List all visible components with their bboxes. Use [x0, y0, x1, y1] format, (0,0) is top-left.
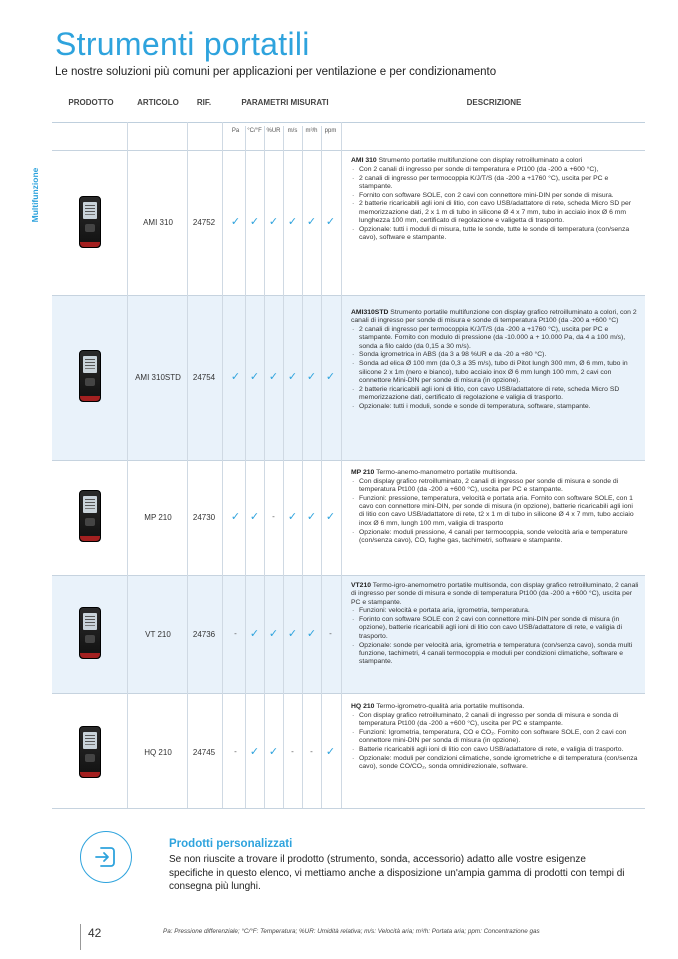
page-title: Strumenti portatili [55, 26, 310, 62]
desc-lead: Termo-anemo-manometro portatile multisonda. [374, 469, 518, 476]
product-image [79, 196, 101, 248]
desc-bullet: · Forinto con software SOLE con 2 cavi con connettore mini-DIN per sonde di misura (in opzione), batterie ricaricabili agli ioni di litio con cavo USB/adattatore di rete, e valigia di trasporto. [351, 616, 640, 641]
rif-cell: 24745 [192, 748, 216, 757]
desc-bullet: · Funzioni: velocità e portata aria, igrometria, temperatura. [351, 607, 640, 615]
desc-model: AMI 310 [351, 157, 377, 164]
description-cell [351, 469, 640, 545]
rif-cell: 24754 [192, 373, 216, 382]
param-mark: ✓ [287, 628, 298, 640]
description-cell [351, 703, 640, 771]
desc-model: MP 210 [351, 469, 375, 476]
param-mark: ✓ [325, 216, 336, 228]
unit-ms: m/s [287, 128, 298, 134]
product-image [79, 350, 101, 402]
articolo-cell: VT 210 [145, 630, 171, 639]
description-cell [351, 582, 640, 666]
header-descrizione: DESCRIZIONE [466, 98, 522, 107]
header-divider [52, 122, 645, 123]
param-mark: ✓ [306, 511, 317, 523]
articolo-cell: MP 210 [144, 513, 172, 522]
custom-products-title: Prodotti personalizzati [169, 838, 293, 850]
desc-lead: Termo-igro-anemometro portatile multisonda, con display grafico retroilluminato, 2 canali di ingresso per sonde di misura e sonde di temperatura Pt100 (da -200 a +600 °C), uscita per PC e stampante. [351, 582, 639, 606]
column-divider [341, 122, 342, 808]
desc-model: VT210 [351, 582, 372, 589]
param-mark: ✓ [325, 511, 336, 523]
product-image [79, 726, 101, 778]
rif-cell: 24736 [192, 630, 216, 639]
desc-bullet: · Funzioni: Igrometria, temperatura, CO e CO₂. Fornito con software SOLE, con 2 cavi con connettore mini-DIN per sonda di misura (in opzione). [351, 729, 640, 746]
page-subtitle: Le nostre soluzioni più comuni per applicazioni per ventilazione e per condizionamento [55, 66, 497, 78]
side-label-text: Multifunzione [30, 167, 40, 223]
login-arrow-icon [81, 832, 131, 882]
param-mark: ✓ [249, 371, 260, 383]
desc-lead: Strumento portatile multifunzione con display grafico retroilluminato a colori, con 2 canali di ingresso per sonde di misura e sonde di temperatura Pt100 (da -200 a +600 °C) [351, 309, 637, 325]
column-divider [127, 122, 128, 808]
column-divider [264, 126, 265, 808]
desc-bullet: · Opzionale: moduli per condizioni climatiche, sonde igrometriche e di temperatura (con/senza cavo), sonde CO/CO₂, sonda omnidirezionale, software. [351, 755, 640, 772]
desc-bullet: · Opzionale: sonde per velocità aria, igrometria e temperatura (con/senza cavo), sonda multi funzione, tachimetri, 4 canali termocoppia e moduli per condizioni climatiche, software e stampante. [351, 642, 640, 667]
param-mark: ✓ [287, 371, 298, 383]
unit-ppm: ppm [324, 128, 337, 134]
param-mark: ✓ [306, 371, 317, 383]
product-image [79, 490, 101, 542]
param-mark: - [291, 747, 294, 756]
units-legend: Pa: Pressione differenziale; °C/°F: Temperatura; %UR: Umidità relativa; m/s: Velocità aria; m³/h: Portata aria; ppm: Concentrazione gas [163, 928, 540, 935]
unit-m3h: m³/h [305, 128, 318, 134]
desc-bullet: · Sonda ad elica Ø 100 mm (da 0,3 a 35 m/s), tubo di Pitot lungh 300 mm, Ø 6 mm, tubo in silicone 2 x 1m (nero e bianco), tubo acciaio inox Ø 6 mm lungh 100 mm, 2 cavi con connettore Mini-DIN per sonde di misura (in opzione). [351, 360, 640, 385]
desc-model: AMI310STD [351, 309, 389, 316]
column-divider [245, 126, 246, 808]
page-number: 42 [88, 926, 102, 940]
rif-cell: 24752 [192, 218, 216, 227]
desc-bullet: · 2 canali di ingresso per termocoppia K/J/T/S (da -200 a +1760 °C), uscita per PC e stampante. [351, 175, 640, 192]
desc-bullet: · Opzionale: tutti i moduli di misura, tutte le sonde, tutte le sonde di temperatura (con/senza cavo), software e stampante. [351, 226, 640, 243]
param-mark: ✓ [249, 746, 260, 758]
param-mark: ✓ [306, 628, 317, 640]
desc-bullet: · Batterie ricaricabili agli ioni di litio con cavo USB/adattatore di rete, e valigia di trasporto. [351, 746, 640, 754]
param-mark: ✓ [268, 216, 279, 228]
desc-bullet: · Fornito con software SOLE, con 2 cavi con connettore mini-DIN per sonde di misura. [351, 192, 640, 200]
desc-bullet: · Con display grafico retroilluminato, 2 canali di ingresso per sonda di misura e sonda di temperatura Pt100 (da -200 a +600 °C), uscita per PC e stampante. [351, 712, 640, 729]
param-mark: ✓ [249, 628, 260, 640]
desc-bullet: · Con 2 canali di ingresso per sonde di temperatura e Pt100 (da -200 a +600 °C), [351, 166, 640, 174]
rif-cell: 24730 [192, 513, 216, 522]
unit-pa: Pa [231, 128, 240, 134]
desc-bullet: · Opzionale: moduli pressione, 4 canali per termocoppia, sonde velocità aria e temperature (con/senza cavo), CO, fughe gas, tachimetri, software e stampante. [351, 529, 640, 546]
product-image [79, 607, 101, 659]
page-number-divider [80, 924, 81, 950]
header-rif: RIF. [196, 98, 212, 107]
param-mark: - [329, 629, 332, 638]
desc-bullet: · Funzioni: pressione, temperatura, velocità e portata aria. Fornito con software SOLE, con 1 cavo con connettore mini-DIN, per sonde di misura (in opzione), batterie ricaricabili agli ioni di litio con cavo USB/adattatore di rete, t2 x 1 m di tubo in silicone Ø 4 x 7 mm, tubo acciaio inox Ø 6 mm, lungh 100 mm, valigia di trasporto [351, 495, 640, 528]
param-mark: ✓ [230, 371, 241, 383]
desc-lead: Termo-igrometro-qualità aria portatile multisonda. [374, 703, 525, 710]
desc-model: HQ 210 [351, 703, 375, 710]
param-mark: ✓ [325, 371, 336, 383]
desc-bullet: · 2 batterie ricaricabili agli ioni di litio, con cavo USB/adattatore di rete, scheda Micro SD memorizzazione dati, certificato di regolazione e valigia di trasporto. [351, 386, 640, 403]
desc-bullet: · 2 batterie ricaricabili agli ioni di litio, con cavo USB/adattatore di rete, scheda Micro SD per memorizzazione dati, 2 x 1 m di tubo in silicone Ø 4 x 7 mm, tubo in acciaio inox Ø 6 mm lunghezza 100 mm, certificato di regolazione e valigetta di trasporto. [351, 200, 640, 225]
table-bottom-divider [52, 808, 645, 809]
unit-ur: %UR [266, 128, 281, 134]
param-mark: - [310, 747, 313, 756]
custom-products-icon [80, 831, 132, 883]
desc-bullet: · Sonda igrometrica in ABS (da 3 a 98 %UR e da -20 a +80 °C). [351, 351, 640, 359]
param-mark: ✓ [249, 511, 260, 523]
column-divider [187, 122, 188, 808]
column-divider [302, 126, 303, 808]
section-side-label [20, 150, 48, 250]
column-divider [321, 126, 322, 808]
column-divider [283, 126, 284, 808]
param-mark: ✓ [230, 216, 241, 228]
column-divider [222, 122, 223, 808]
desc-bullet: · 2 canali di ingresso per termocoppia K/J/T/S (da -200 a +1760 °C), uscita per PC e stampante. Fornito con modulo di pressione (da -10.000 a + 10.000 Pa, da 4 a 100 m/s), sonda a filo caldo (da 0,15 a 30 m/s). [351, 326, 640, 351]
param-mark: ✓ [268, 371, 279, 383]
desc-bullet: · Opzionale: tutti i moduli, sonde e sonde di temperatura, software, stampante. [351, 403, 640, 411]
articolo-cell: HQ 210 [144, 748, 172, 757]
param-mark: ✓ [306, 216, 317, 228]
param-mark: ✓ [268, 746, 279, 758]
param-mark: - [234, 747, 237, 756]
articolo-cell: AMI 310STD [135, 373, 181, 382]
param-mark: ✓ [287, 511, 298, 523]
header-parametri: PARAMETRI MISURATI [241, 98, 329, 107]
description-cell [351, 309, 640, 411]
param-mark: ✓ [249, 216, 260, 228]
param-mark: - [234, 629, 237, 638]
param-mark: ✓ [230, 511, 241, 523]
desc-bullet: · Con display grafico retroilluminato, 2 canali di ingresso per sonde di misura e sonde di temperatura Pt100 (da -200 a +600 °C), uscita per PC e stampante. [351, 478, 640, 495]
header-articolo: ARTICOLO [137, 98, 179, 107]
desc-lead: Strumento portatile multifunzione con display retroilluminato a colori [376, 157, 583, 164]
param-mark: ✓ [325, 746, 336, 758]
header-prodotto: PRODOTTO [68, 98, 114, 107]
unit-temp: °C/°F [247, 128, 262, 134]
param-mark: ✓ [268, 628, 279, 640]
param-mark: ✓ [287, 216, 298, 228]
description-cell [351, 157, 640, 242]
articolo-cell: AMI 310 [143, 218, 173, 227]
custom-products-text: Se non riuscite a trovare il prodotto (strumento, sonda, accessorio) adatto alle vostre esigenze specifiche in questo elenco, vi mettiamo anche a disposizione un'ampia gamma di prodotti con tempi di consegna più lunghi. [169, 854, 625, 892]
param-mark: - [272, 512, 275, 521]
